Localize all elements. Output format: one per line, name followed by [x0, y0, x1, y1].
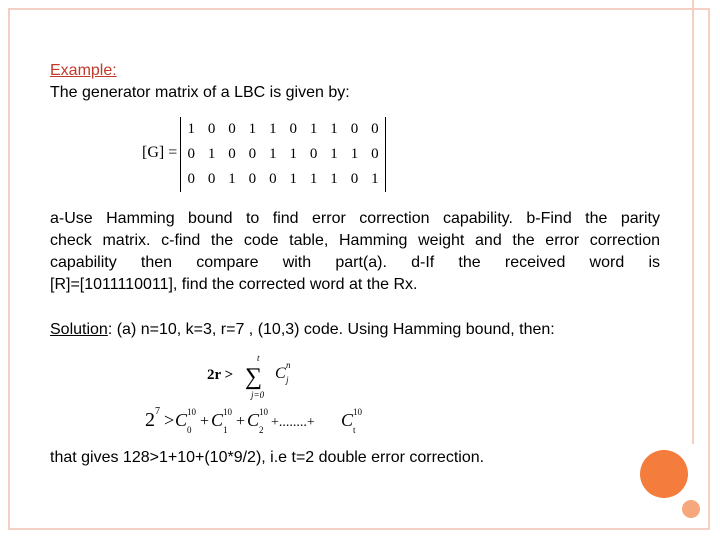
eq2-sup: 10: [353, 407, 362, 417]
matrix-cell: 1: [330, 146, 338, 162]
eq2-sep: +........+: [271, 415, 315, 430]
matrix-cell: 1: [269, 146, 277, 162]
eq1-term: C: [275, 365, 286, 382]
matrix-cell: 0: [350, 121, 359, 137]
matrix-row: [181, 167, 385, 192]
decorative-line: [692, 0, 694, 444]
intro-text: The generator matrix of a LBC is given by:: [50, 84, 350, 101]
solution-text: : (a) n=10, k=3, r=7 , (10,3) code. Using Hamming bound, then:: [107, 321, 555, 338]
matrix-cell: 0: [228, 146, 236, 162]
matrix-cell: 1: [309, 121, 318, 137]
matrix-row: [181, 142, 385, 167]
question-line: capability then compare with part(a). d-If the received word is: [50, 254, 660, 271]
hamming-bound-equation: [205, 352, 315, 402]
eq2-sub: 2: [259, 425, 264, 435]
eq1-lhs: 2r >: [207, 367, 234, 383]
matrix-label: [G] =: [142, 144, 178, 161]
eq2-sup: 10: [223, 407, 232, 417]
question-line: check matrix. c-find the code table, Hamming weight and the error correction: [50, 232, 660, 249]
matrix-cell: 1: [289, 171, 297, 187]
matrix-cell: 1: [330, 121, 338, 137]
matrix-cell: 0: [187, 146, 195, 162]
expanded-bound-equation: [145, 402, 375, 438]
matrix-cell: 0: [207, 171, 216, 187]
eq1-term-sup: n: [286, 360, 291, 370]
eq1-lower-limit: j=0: [251, 390, 265, 400]
matrix-cell: 1: [289, 146, 297, 162]
eq1-upper-limit: t: [257, 353, 260, 363]
eq2-term: C: [341, 410, 354, 430]
matrix-cell: 1: [228, 171, 236, 187]
solution-label: Solution: [50, 321, 108, 338]
decorative-circle-large: [640, 450, 688, 498]
matrix-cell: 1: [309, 171, 318, 187]
eq2-term: C: [175, 410, 188, 430]
matrix-cell: 0: [350, 171, 359, 187]
matrix-cell: 0: [248, 171, 257, 187]
matrix-cell: 0: [248, 146, 257, 162]
example-heading: Example:: [50, 62, 117, 79]
matrix-cell: 0: [269, 171, 277, 187]
eq2-sup: 10: [187, 407, 196, 417]
matrix-cell: 0: [289, 121, 297, 137]
matrix-cell: 1: [269, 121, 277, 137]
eq2-gt: >: [164, 410, 175, 430]
generator-matrix: [180, 117, 386, 192]
matrix-cell: 0: [371, 146, 379, 162]
eq2-lhs: 2: [145, 409, 155, 431]
eq2-sep: +: [236, 413, 246, 430]
matrix-cell: 1: [207, 146, 216, 162]
matrix-cell: 0: [371, 121, 379, 137]
matrix-cell: 0: [309, 146, 318, 162]
eq2-sup: 10: [259, 407, 268, 417]
matrix-cell: 0: [187, 171, 195, 187]
eq2-sep: +: [200, 413, 210, 430]
eq2-term: C: [247, 410, 260, 430]
decorative-circle-small: [682, 500, 700, 518]
eq1-term-sub: j: [286, 375, 289, 385]
eq2-sub: 1: [223, 425, 228, 435]
matrix-cell: 1: [371, 171, 379, 187]
solution-line: [50, 319, 670, 341]
eq2-term: C: [211, 410, 224, 430]
question-paragraph: [50, 208, 660, 296]
matrix-cell: 1: [187, 121, 195, 137]
eq2-sub: t: [353, 425, 356, 435]
question-line: [R]=[1011110011], find the corrected word at the Rx.: [50, 276, 418, 293]
matrix-cell: 1: [248, 121, 257, 137]
matrix-row: [181, 117, 385, 142]
eq2-lhs-sup: 7: [155, 406, 160, 417]
final-result: that gives 128>1+10+(10*9/2), i.e t=2 double error correction.: [50, 449, 485, 466]
matrix-cell: 0: [207, 121, 216, 137]
matrix-cell: 1: [330, 171, 338, 187]
matrix-cell: 1: [350, 146, 359, 162]
matrix-cell: 0: [228, 121, 236, 137]
eq2-sub: 0: [187, 425, 192, 435]
question-line: a-Use Hamming bound to find error correction capability. b-Find the parity: [50, 210, 660, 227]
sum-symbol-icon: ∑: [245, 364, 263, 390]
